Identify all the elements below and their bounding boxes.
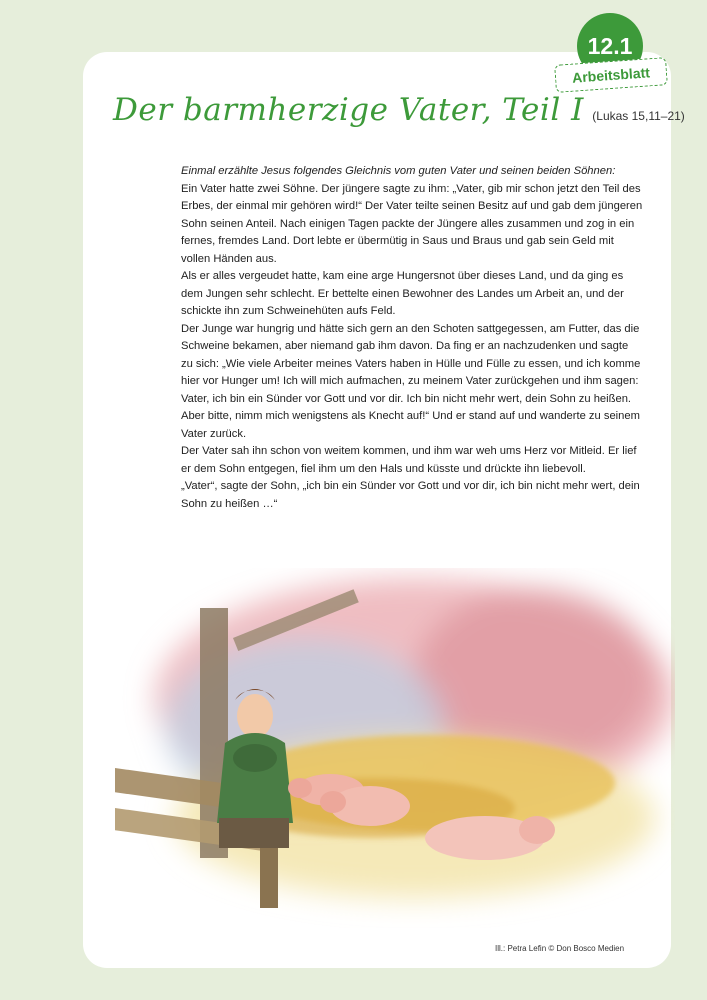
intro-text: Einmal erzählte Jesus folgendes Gleichnis vom guten Vater und seinen beiden Söhnen:	[181, 165, 616, 177]
story-text	[181, 163, 643, 513]
title-row	[113, 92, 685, 128]
illustration-credit: Ill.: Petra Lefin © Don Bosco Medien	[495, 944, 625, 953]
story-paragraph: Der Junge war hungrig und hätte sich gern an den Schoten sattgegessen, am Futter, das die Schweine bekamen, aber niemand gab ihm davon. Da fing er an nachzudenken und sagte zu sich: „Wie viele Arbeiter meines Vaters haben in Hülle und Fülle zu essen, und ich komme hier vor Hunger um! Ich will mich aufmachen, zu meinem Vater zurückgehen und ihm sagen: Vater, ich bin ein Sünder vor Gott und vor dir. Ich bin nicht mehr wert, dein Sohn zu heißen. Aber bitte, nimm mich wenigstens als Knecht auf!“ Und er stand auf und wanderte zu seinem Vater zurück.	[181, 322, 641, 440]
story-paragraph: Als er alles vergeudet hatte, kam eine arge Hungersnot über dieses Land, und da ging es dem Jungen sehr schlecht. Er bettelte einen Bewohner des Landes um Arbeit an, und der schickte ihn zum Schweinehüten aufs Feld.	[181, 270, 624, 317]
illustration-pigsty	[115, 568, 675, 928]
page-title: Der barmherzige Vater, Teil I	[113, 92, 584, 128]
story-paragraph: Ein Vater hatte zwei Söhne. Der jüngere sagte zu ihm: „Vater, gib mir schon jetzt den Teil des Erbes, der einmal mir gehören wird!“ Der Vater teilte seinen Besitz auf und gab dem jüngeren Sohn seinen Anteil. Nach einigen Tagen packte der Jüngere alles zusammen und zog in ein fernes, fremdes Land. Dort lebte er übermütig in Saus und Braus und gab sein Geld mit vollen Händen aus.	[181, 182, 643, 265]
bible-reference: (Lukas 15,11–21)	[592, 109, 685, 123]
worksheet-label: Arbeitsblatt	[571, 64, 651, 86]
worksheet-number: 12.1	[587, 32, 633, 59]
story-paragraph: „Vater“, sagte der Sohn, „ich bin ein Sünder vor Gott und vor dir, ich bin nicht mehr wert, dein Sohn zu heißen …“	[181, 480, 640, 510]
story-paragraph: Der Vater sah ihn schon von weitem kommen, und ihm war weh ums Herz vor Mitleid. Er lief er dem Sohn entgegen, fiel ihm um den Hals und küsste und drückte ihn liebevoll.	[181, 445, 637, 475]
